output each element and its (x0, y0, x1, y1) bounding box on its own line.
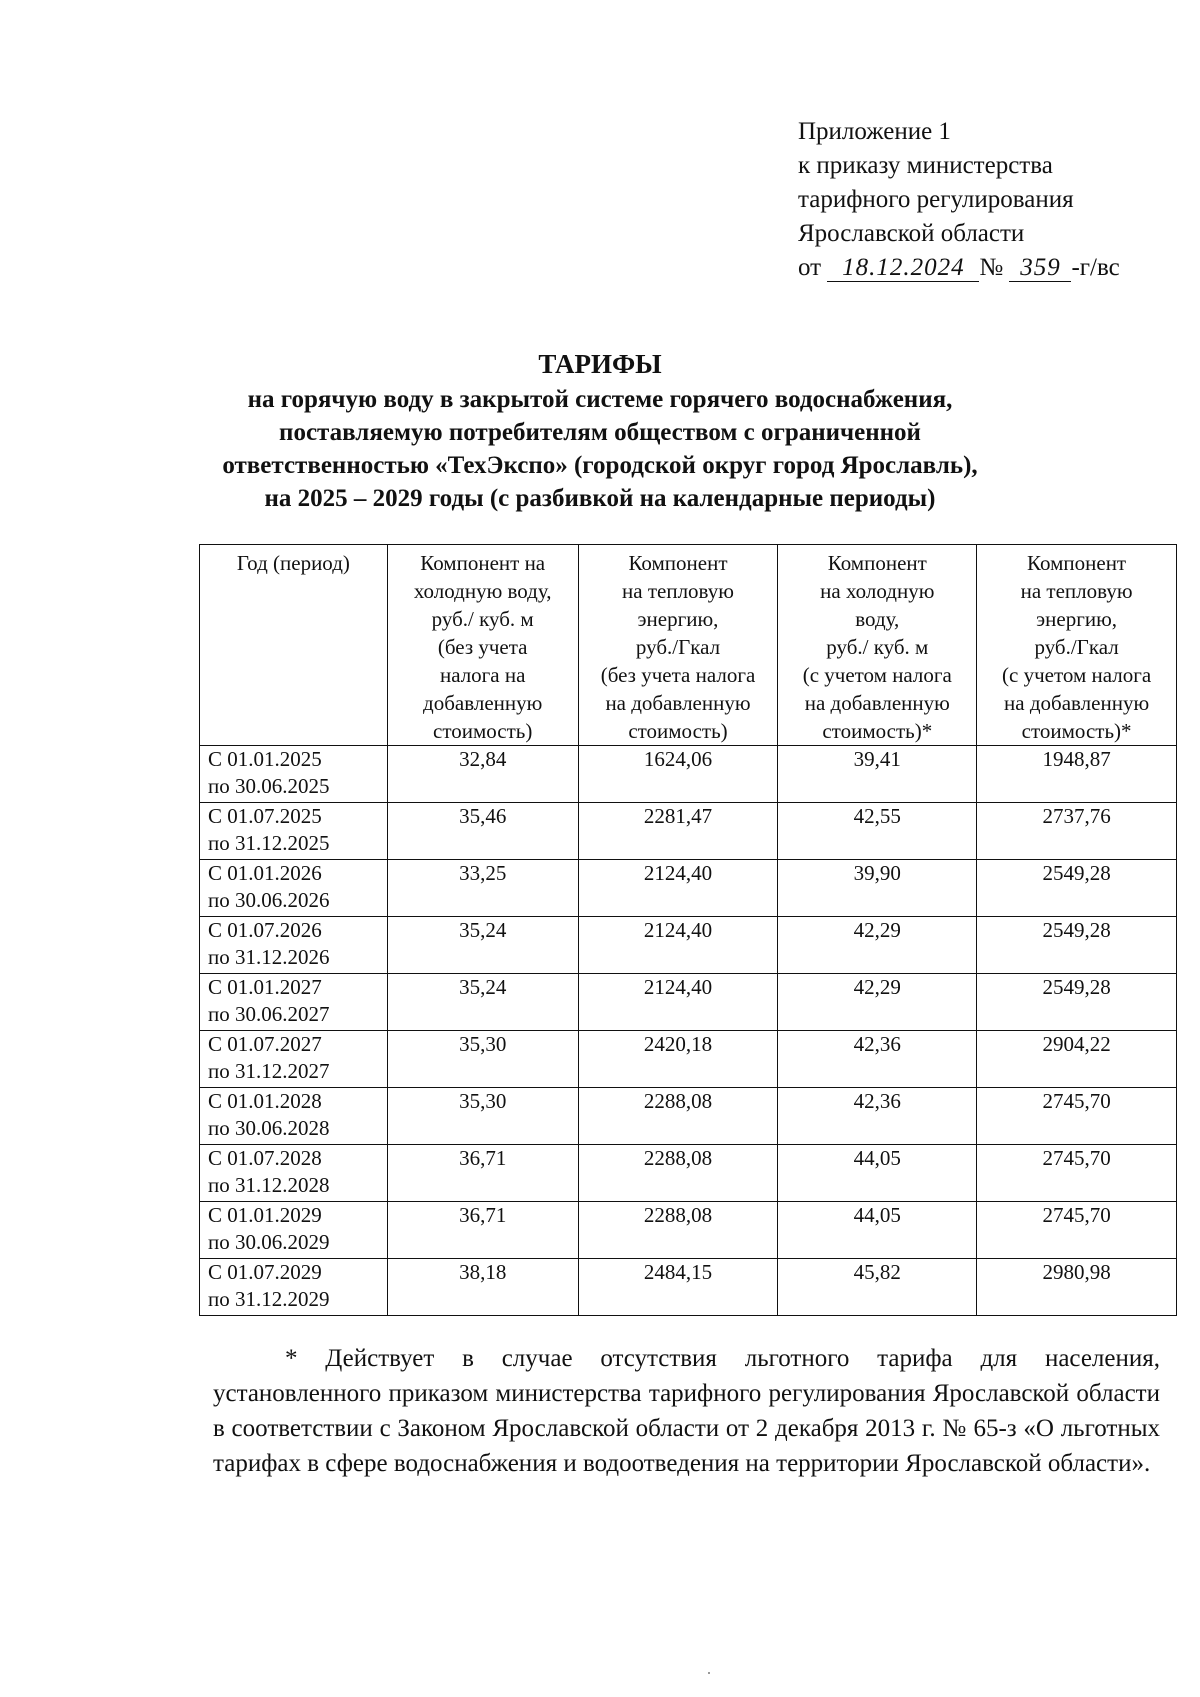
value-cell-v1: 35,30 (387, 1088, 578, 1145)
table-row (200, 1259, 1177, 1316)
period-cell (200, 1202, 388, 1259)
period-from: С 01.07.2028 (208, 1146, 322, 1170)
order-suffix: -г/вс (1071, 254, 1120, 281)
footnote: * Действует в случае отсутствия льготного тарифа для населения, установленного приказом министерства тарифного регулирования Ярославской области в соответствии с Законом Ярославской области от 2 декабря 2013 г. № 65-з «О льготных тарифах в сфере водоснабжения и водоотведения на территории Ярославской области». (213, 1345, 1160, 1477)
period-cell (200, 1031, 388, 1088)
title-line-4: на 2025 – 2029 годы (с разбивкой на календарные периоды) (264, 485, 936, 512)
column-header-line: на добавленную (1004, 691, 1150, 715)
period-to: по 30.06.2028 (208, 1116, 330, 1140)
period-cell (200, 1145, 388, 1202)
column-header-line: воду, (855, 607, 900, 631)
period-cell (200, 803, 388, 860)
period-from: С 01.01.2027 (208, 975, 322, 999)
period-cell (200, 860, 388, 917)
table-row (200, 860, 1177, 917)
period-to: по 31.12.2029 (208, 1287, 330, 1311)
appendix-order-line (798, 251, 1120, 285)
column-header-line: руб./Гкал (1034, 635, 1119, 659)
period-to: по 30.06.2029 (208, 1230, 330, 1254)
tariff-table (199, 544, 1177, 1316)
value-cell-v4: 2549,28 (977, 860, 1177, 917)
table-row (200, 1031, 1177, 1088)
appendix-line-1: Приложение 1 (798, 118, 951, 145)
value-cell-v4: 2904,22 (977, 1031, 1177, 1088)
table-row (200, 917, 1177, 974)
column-header-line: Компонент (1027, 551, 1127, 575)
column-header-line: руб./ куб. м (431, 607, 534, 631)
column-header-line: энергию, (637, 607, 719, 631)
column-header-line: на добавленную (605, 691, 751, 715)
period-from: С 01.01.2029 (208, 1203, 322, 1227)
column-header-line: холодную воду, (413, 579, 552, 603)
value-cell-v2: 1624,06 (578, 746, 778, 803)
column-header-line: стоимость)* (822, 719, 933, 743)
period-to: по 31.12.2028 (208, 1173, 330, 1197)
value-cell-v2: 2288,08 (578, 1202, 778, 1259)
value-cell-v1: 38,18 (387, 1259, 578, 1316)
column-header-line: Год (период) (236, 551, 350, 575)
table-header-row (200, 545, 1177, 746)
value-cell-v2: 2281,47 (578, 803, 778, 860)
column-header-line: руб./ куб. м (826, 635, 929, 659)
period-from: С 01.07.2026 (208, 918, 322, 942)
column-header-line: стоимость) (628, 719, 728, 743)
value-cell-v3: 44,05 (778, 1202, 977, 1259)
period-to: по 31.12.2025 (208, 831, 330, 855)
column-header-line: добавленную (423, 691, 543, 715)
appendix-line-2: к приказу министерства (798, 152, 1053, 179)
column-header-line: Компонент (827, 551, 927, 575)
column-header-line: на тепловую (1020, 579, 1133, 603)
column-header-line: на добавленную (804, 691, 950, 715)
value-cell-v2: 2288,08 (578, 1145, 778, 1202)
column-header-1 (200, 545, 388, 746)
value-cell-v3: 42,36 (778, 1088, 977, 1145)
table-row (200, 746, 1177, 803)
value-cell-v1: 36,71 (387, 1145, 578, 1202)
period-to: по 30.06.2026 (208, 888, 330, 912)
period-cell (200, 974, 388, 1031)
column-header-line: на тепловую (622, 579, 734, 603)
title-main: ТАРИФЫ (538, 349, 662, 379)
column-header-line: (с учетом налога (1002, 663, 1152, 687)
value-cell-v3: 45,82 (778, 1259, 977, 1316)
table-row (200, 1145, 1177, 1202)
period-from: С 01.07.2025 (208, 804, 322, 828)
value-cell-v3: 42,55 (778, 803, 977, 860)
handwritten-date: 18.12.2024 (827, 255, 979, 282)
value-cell-v1: 35,46 (387, 803, 578, 860)
from-label: от (798, 254, 822, 281)
period-from: С 01.01.2025 (208, 747, 322, 771)
column-header-3 (578, 545, 778, 746)
period-from: С 01.01.2028 (208, 1089, 322, 1113)
column-header-line: налога на (439, 663, 526, 687)
title-line-3: ответственностью «ТехЭкспо» (городской округ город Ярославль), (222, 452, 978, 479)
column-header-line: стоимость)* (1021, 719, 1132, 743)
table-row (200, 803, 1177, 860)
value-cell-v4: 2737,76 (977, 803, 1177, 860)
table-row (200, 1202, 1177, 1259)
value-cell-v4: 1948,87 (977, 746, 1177, 803)
value-cell-v3: 44,05 (778, 1145, 977, 1202)
period-to: по 31.12.2027 (208, 1059, 330, 1083)
value-cell-v4: 2745,70 (977, 1145, 1177, 1202)
value-cell-v3: 39,90 (778, 860, 977, 917)
period-to: по 30.06.2025 (208, 774, 330, 798)
period-cell (200, 1259, 388, 1316)
value-cell-v2: 2420,18 (578, 1031, 778, 1088)
appendix-line-3: тарифного регулирования (798, 186, 1074, 213)
table-row (200, 974, 1177, 1031)
table-body (200, 746, 1177, 1316)
column-header-line: (без учета (437, 635, 528, 659)
value-cell-v4: 2980,98 (977, 1259, 1177, 1316)
appendix-line-4: Ярославской области (798, 220, 1025, 247)
period-to: по 31.12.2026 (208, 945, 330, 969)
column-header-line: Компонент на (420, 551, 546, 575)
column-header-5 (977, 545, 1177, 746)
value-cell-v4: 2745,70 (977, 1088, 1177, 1145)
value-cell-v2: 2124,40 (578, 860, 778, 917)
value-cell-v4: 2745,70 (977, 1202, 1177, 1259)
value-cell-v1: 33,25 (387, 860, 578, 917)
value-cell-v2: 2288,08 (578, 1088, 778, 1145)
period-cell (200, 746, 388, 803)
value-cell-v4: 2549,28 (977, 974, 1177, 1031)
handwritten-number: 359 (1009, 255, 1071, 282)
value-cell-v1: 35,24 (387, 917, 578, 974)
table-row (200, 1088, 1177, 1145)
value-cell-v2: 2124,40 (578, 974, 778, 1031)
column-header-2 (387, 545, 578, 746)
period-to: по 30.06.2027 (208, 1002, 330, 1026)
value-cell-v1: 32,84 (387, 746, 578, 803)
value-cell-v2: 2124,40 (578, 917, 778, 974)
value-cell-v1: 35,30 (387, 1031, 578, 1088)
value-cell-v3: 42,29 (778, 974, 977, 1031)
number-sign: № (979, 254, 1004, 281)
value-cell-v3: 42,36 (778, 1031, 977, 1088)
value-cell-v1: 35,24 (387, 974, 578, 1031)
value-cell-v3: 42,29 (778, 917, 977, 974)
period-cell (200, 917, 388, 974)
column-header-line: на холодную (820, 579, 935, 603)
value-cell-v2: 2484,15 (578, 1259, 778, 1316)
column-header-line: энергию, (1036, 607, 1118, 631)
period-from: С 01.07.2027 (208, 1032, 322, 1056)
period-from: С 01.07.2029 (208, 1260, 322, 1284)
column-header-4 (778, 545, 977, 746)
value-cell-v1: 36,71 (387, 1202, 578, 1259)
value-cell-v3: 39,41 (778, 746, 977, 803)
document-title (180, 348, 1020, 515)
period-from: С 01.01.2026 (208, 861, 322, 885)
title-line-2: поставляемую потребителям обществом с ограниченной (279, 419, 921, 446)
column-header-line: Компонент (628, 551, 728, 575)
column-header-line: (с учетом налога (802, 663, 952, 687)
period-cell (200, 1088, 388, 1145)
column-header-line: (без учета налога (600, 663, 756, 687)
column-header-line: стоимость) (433, 719, 533, 743)
value-cell-v4: 2549,28 (977, 917, 1177, 974)
appendix-header (798, 115, 1120, 285)
column-header-line: руб./Гкал (635, 635, 721, 659)
title-line-1: на горячую воду в закрытой системе горячего водоснабжения, (247, 386, 953, 413)
scan-speck (708, 1672, 710, 1674)
